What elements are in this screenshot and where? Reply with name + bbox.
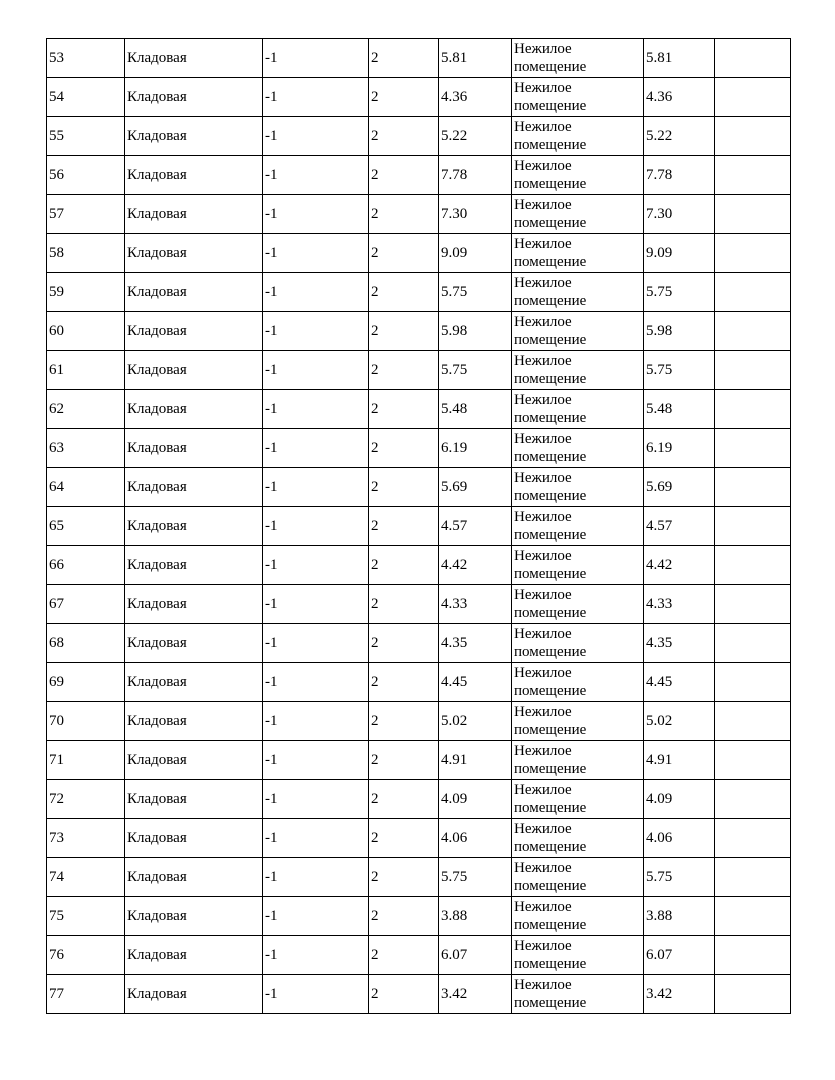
cell-area: 4.09	[439, 780, 512, 819]
cell-area: 5.02	[439, 702, 512, 741]
cell-premises-type: Нежилое помещение	[512, 858, 644, 897]
cell-premises-type: Нежилое помещение	[512, 156, 644, 195]
cell-number: 68	[47, 624, 125, 663]
cell-premises-type: Нежилое помещение	[512, 351, 644, 390]
cell-level: -1	[263, 468, 369, 507]
cell-number: 69	[47, 663, 125, 702]
cell-number: 56	[47, 156, 125, 195]
cell-number: 59	[47, 273, 125, 312]
cell-note	[715, 117, 791, 156]
cell-premises-type: Нежилое помещение	[512, 273, 644, 312]
cell-number: 58	[47, 234, 125, 273]
cell-premises-type: Нежилое помещение	[512, 195, 644, 234]
table-row	[47, 312, 791, 351]
cell-section: 2	[369, 975, 439, 1014]
cell-section: 2	[369, 741, 439, 780]
cell-premises-type: Нежилое помещение	[512, 585, 644, 624]
cell-room-name: Кладовая	[125, 429, 263, 468]
cell-section: 2	[369, 234, 439, 273]
cell-level: -1	[263, 585, 369, 624]
cell-level: -1	[263, 624, 369, 663]
table-row	[47, 819, 791, 858]
cell-area: 5.22	[439, 117, 512, 156]
cell-number: 73	[47, 819, 125, 858]
cell-number: 75	[47, 897, 125, 936]
cell-note	[715, 351, 791, 390]
table-row	[47, 741, 791, 780]
cell-room-name: Кладовая	[125, 351, 263, 390]
cell-premises-type: Нежилое помещение	[512, 468, 644, 507]
cell-total-area: 4.33	[644, 585, 715, 624]
cell-premises-type: Нежилое помещение	[512, 897, 644, 936]
cell-room-name: Кладовая	[125, 117, 263, 156]
cell-room-name: Кладовая	[125, 468, 263, 507]
cell-number: 61	[47, 351, 125, 390]
cell-total-area: 7.78	[644, 156, 715, 195]
cell-number: 72	[47, 780, 125, 819]
table-row	[47, 78, 791, 117]
cell-level: -1	[263, 975, 369, 1014]
cell-number: 70	[47, 702, 125, 741]
cell-premises-type: Нежилое помещение	[512, 936, 644, 975]
cell-level: -1	[263, 39, 369, 78]
cell-room-name: Кладовая	[125, 390, 263, 429]
table-row	[47, 624, 791, 663]
cell-premises-type: Нежилое помещение	[512, 663, 644, 702]
cell-premises-type: Нежилое помещение	[512, 819, 644, 858]
cell-level: -1	[263, 312, 369, 351]
table-row	[47, 390, 791, 429]
cell-area: 5.75	[439, 273, 512, 312]
cell-area: 6.19	[439, 429, 512, 468]
cell-total-area: 5.02	[644, 702, 715, 741]
table-row	[47, 195, 791, 234]
cell-number: 55	[47, 117, 125, 156]
cell-area: 5.48	[439, 390, 512, 429]
cell-note	[715, 78, 791, 117]
cell-section: 2	[369, 312, 439, 351]
cell-total-area: 5.98	[644, 312, 715, 351]
cell-section: 2	[369, 702, 439, 741]
cell-section: 2	[369, 546, 439, 585]
cell-section: 2	[369, 468, 439, 507]
table-row	[47, 39, 791, 78]
premises-table	[46, 38, 791, 1014]
cell-level: -1	[263, 819, 369, 858]
cell-total-area: 5.75	[644, 273, 715, 312]
cell-section: 2	[369, 429, 439, 468]
cell-level: -1	[263, 936, 369, 975]
cell-area: 4.42	[439, 546, 512, 585]
cell-section: 2	[369, 195, 439, 234]
cell-level: -1	[263, 546, 369, 585]
cell-note	[715, 936, 791, 975]
cell-area: 9.09	[439, 234, 512, 273]
cell-total-area: 3.88	[644, 897, 715, 936]
table-row	[47, 585, 791, 624]
cell-total-area: 4.09	[644, 780, 715, 819]
cell-note	[715, 780, 791, 819]
cell-section: 2	[369, 273, 439, 312]
cell-premises-type: Нежилое помещение	[512, 429, 644, 468]
cell-note	[715, 546, 791, 585]
cell-level: -1	[263, 195, 369, 234]
cell-level: -1	[263, 663, 369, 702]
cell-level: -1	[263, 351, 369, 390]
table-row	[47, 117, 791, 156]
cell-total-area: 4.36	[644, 78, 715, 117]
cell-section: 2	[369, 156, 439, 195]
cell-section: 2	[369, 663, 439, 702]
cell-total-area: 6.19	[644, 429, 715, 468]
cell-area: 7.30	[439, 195, 512, 234]
cell-note	[715, 585, 791, 624]
cell-section: 2	[369, 624, 439, 663]
cell-note	[715, 39, 791, 78]
cell-level: -1	[263, 234, 369, 273]
cell-number: 53	[47, 39, 125, 78]
cell-level: -1	[263, 78, 369, 117]
cell-section: 2	[369, 858, 439, 897]
cell-section: 2	[369, 585, 439, 624]
cell-total-area: 5.75	[644, 351, 715, 390]
cell-premises-type: Нежилое помещение	[512, 975, 644, 1014]
cell-section: 2	[369, 117, 439, 156]
cell-note	[715, 468, 791, 507]
cell-level: -1	[263, 702, 369, 741]
cell-premises-type: Нежилое помещение	[512, 780, 644, 819]
cell-premises-type: Нежилое помещение	[512, 39, 644, 78]
cell-level: -1	[263, 858, 369, 897]
table-row	[47, 468, 791, 507]
cell-room-name: Кладовая	[125, 975, 263, 1014]
cell-area: 4.57	[439, 507, 512, 546]
cell-area: 5.81	[439, 39, 512, 78]
cell-premises-type: Нежилое помещение	[512, 390, 644, 429]
cell-note	[715, 819, 791, 858]
cell-section: 2	[369, 780, 439, 819]
cell-room-name: Кладовая	[125, 234, 263, 273]
cell-room-name: Кладовая	[125, 195, 263, 234]
table-row	[47, 702, 791, 741]
cell-area: 4.45	[439, 663, 512, 702]
cell-level: -1	[263, 156, 369, 195]
cell-room-name: Кладовая	[125, 156, 263, 195]
cell-room-name: Кладовая	[125, 507, 263, 546]
cell-total-area: 4.57	[644, 507, 715, 546]
cell-premises-type: Нежилое помещение	[512, 312, 644, 351]
table-row	[47, 975, 791, 1014]
cell-premises-type: Нежилое помещение	[512, 624, 644, 663]
cell-section: 2	[369, 351, 439, 390]
table-row	[47, 897, 791, 936]
cell-room-name: Кладовая	[125, 273, 263, 312]
cell-premises-type: Нежилое помещение	[512, 78, 644, 117]
cell-total-area: 5.22	[644, 117, 715, 156]
cell-total-area: 4.35	[644, 624, 715, 663]
cell-number: 67	[47, 585, 125, 624]
cell-note	[715, 156, 791, 195]
cell-total-area: 4.91	[644, 741, 715, 780]
cell-room-name: Кладовая	[125, 624, 263, 663]
cell-total-area: 5.69	[644, 468, 715, 507]
table-row	[47, 156, 791, 195]
cell-number: 65	[47, 507, 125, 546]
cell-number: 77	[47, 975, 125, 1014]
cell-note	[715, 897, 791, 936]
cell-area: 5.75	[439, 351, 512, 390]
cell-area: 4.33	[439, 585, 512, 624]
cell-area: 5.69	[439, 468, 512, 507]
table-row	[47, 936, 791, 975]
cell-number: 54	[47, 78, 125, 117]
cell-number: 62	[47, 390, 125, 429]
table-row	[47, 234, 791, 273]
cell-area: 7.78	[439, 156, 512, 195]
cell-premises-type: Нежилое помещение	[512, 546, 644, 585]
cell-note	[715, 741, 791, 780]
table-row	[47, 429, 791, 468]
cell-note	[715, 234, 791, 273]
cell-section: 2	[369, 507, 439, 546]
cell-level: -1	[263, 117, 369, 156]
cell-note	[715, 195, 791, 234]
cell-note	[715, 663, 791, 702]
cell-area: 4.36	[439, 78, 512, 117]
cell-premises-type: Нежилое помещение	[512, 507, 644, 546]
cell-area: 3.88	[439, 897, 512, 936]
cell-note	[715, 273, 791, 312]
cell-room-name: Кладовая	[125, 741, 263, 780]
cell-level: -1	[263, 741, 369, 780]
cell-level: -1	[263, 507, 369, 546]
table-row	[47, 351, 791, 390]
table-row	[47, 546, 791, 585]
cell-note	[715, 702, 791, 741]
cell-section: 2	[369, 936, 439, 975]
cell-total-area: 5.81	[644, 39, 715, 78]
cell-premises-type: Нежилое помещение	[512, 117, 644, 156]
cell-total-area: 5.75	[644, 858, 715, 897]
cell-level: -1	[263, 390, 369, 429]
cell-number: 66	[47, 546, 125, 585]
cell-section: 2	[369, 897, 439, 936]
cell-number: 71	[47, 741, 125, 780]
cell-room-name: Кладовая	[125, 39, 263, 78]
cell-room-name: Кладовая	[125, 312, 263, 351]
cell-premises-type: Нежилое помещение	[512, 702, 644, 741]
table-row	[47, 507, 791, 546]
table-row	[47, 780, 791, 819]
cell-section: 2	[369, 390, 439, 429]
cell-room-name: Кладовая	[125, 780, 263, 819]
cell-total-area: 7.30	[644, 195, 715, 234]
table-body	[47, 39, 791, 1014]
cell-premises-type: Нежилое помещение	[512, 234, 644, 273]
cell-area: 4.06	[439, 819, 512, 858]
table-row	[47, 273, 791, 312]
cell-area: 6.07	[439, 936, 512, 975]
cell-total-area: 3.42	[644, 975, 715, 1014]
cell-number: 57	[47, 195, 125, 234]
table-row	[47, 858, 791, 897]
cell-room-name: Кладовая	[125, 663, 263, 702]
cell-note	[715, 975, 791, 1014]
cell-note	[715, 390, 791, 429]
cell-area: 5.75	[439, 858, 512, 897]
cell-number: 63	[47, 429, 125, 468]
cell-area: 4.35	[439, 624, 512, 663]
cell-note	[715, 312, 791, 351]
cell-section: 2	[369, 78, 439, 117]
cell-note	[715, 858, 791, 897]
cell-area: 4.91	[439, 741, 512, 780]
cell-number: 64	[47, 468, 125, 507]
cell-area: 5.98	[439, 312, 512, 351]
cell-level: -1	[263, 429, 369, 468]
cell-room-name: Кладовая	[125, 78, 263, 117]
cell-note	[715, 429, 791, 468]
cell-number: 74	[47, 858, 125, 897]
cell-room-name: Кладовая	[125, 585, 263, 624]
cell-level: -1	[263, 897, 369, 936]
cell-level: -1	[263, 273, 369, 312]
cell-area: 3.42	[439, 975, 512, 1014]
cell-total-area: 9.09	[644, 234, 715, 273]
cell-number: 76	[47, 936, 125, 975]
cell-room-name: Кладовая	[125, 546, 263, 585]
cell-total-area: 6.07	[644, 936, 715, 975]
cell-total-area: 4.06	[644, 819, 715, 858]
cell-total-area: 5.48	[644, 390, 715, 429]
cell-total-area: 4.45	[644, 663, 715, 702]
cell-number: 60	[47, 312, 125, 351]
cell-section: 2	[369, 819, 439, 858]
table-row	[47, 663, 791, 702]
cell-note	[715, 507, 791, 546]
cell-room-name: Кладовая	[125, 858, 263, 897]
cell-total-area: 4.42	[644, 546, 715, 585]
cell-premises-type: Нежилое помещение	[512, 741, 644, 780]
cell-room-name: Кладовая	[125, 702, 263, 741]
cell-note	[715, 624, 791, 663]
cell-section: 2	[369, 39, 439, 78]
cell-room-name: Кладовая	[125, 936, 263, 975]
cell-room-name: Кладовая	[125, 897, 263, 936]
cell-room-name: Кладовая	[125, 819, 263, 858]
cell-level: -1	[263, 780, 369, 819]
